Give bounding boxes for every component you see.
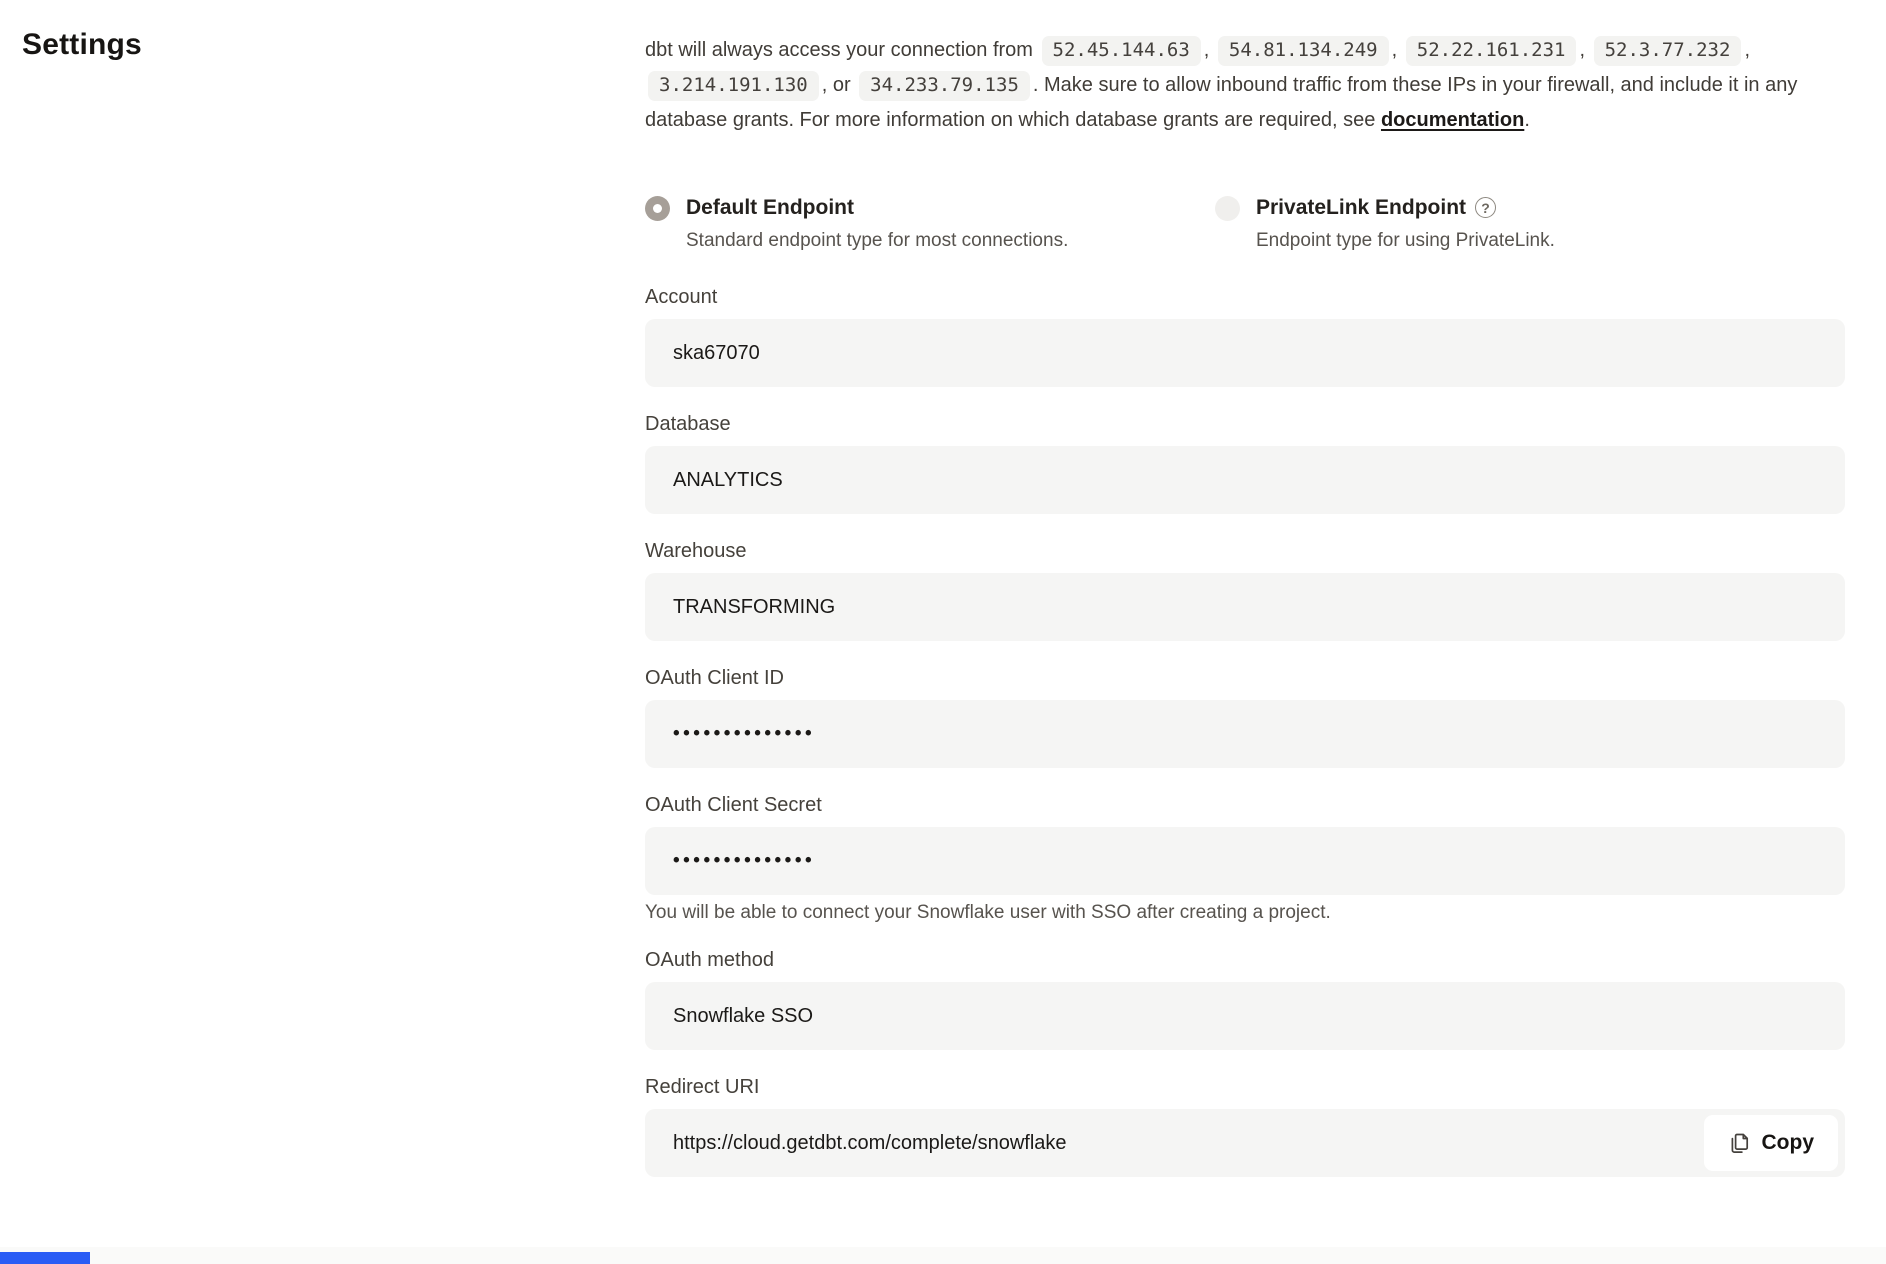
ip-chip: 52.22.161.231	[1406, 36, 1577, 66]
radio-default-endpoint[interactable]	[645, 194, 1215, 254]
intro-closing: .	[1524, 109, 1530, 131]
ip-chip: 52.45.144.63	[1042, 36, 1201, 66]
intro-prefix: dbt will always access your connection from	[645, 39, 1039, 61]
copy-icon	[1728, 1131, 1751, 1155]
warehouse-field-group	[645, 538, 1845, 641]
oauth-client-id-field-group	[645, 665, 1845, 768]
database-label: Database	[645, 413, 731, 435]
oauth-client-secret-input[interactable]: ••••••••••••••	[645, 827, 1845, 895]
oauth-method-field-group	[645, 947, 1845, 1050]
database-input[interactable]: ANALYTICS	[645, 446, 1845, 514]
radio-privatelink-endpoint[interactable]	[1215, 194, 1555, 254]
bottom-left-accent	[0, 1252, 90, 1264]
intro-sep: ,	[1391, 39, 1403, 61]
radio-privatelink-endpoint-desc: Endpoint type for using PrivateLink.	[1256, 230, 1555, 251]
account-label: Account	[645, 286, 718, 308]
radio-default-endpoint-desc: Standard endpoint type for most connections.	[686, 230, 1069, 251]
oauth-method-label: OAuth method	[645, 949, 774, 971]
bottom-band	[0, 1247, 1886, 1264]
help-icon[interactable]: ?	[1475, 197, 1496, 218]
intro-sep: ,	[1744, 39, 1750, 61]
endpoint-type-group	[645, 194, 1845, 254]
intro-sep: ,	[1579, 39, 1591, 61]
oauth-method-input[interactable]: Snowflake SSO	[645, 982, 1845, 1050]
oauth-client-secret-label: OAuth Client Secret	[645, 794, 822, 816]
connection-settings-panel	[645, 33, 1845, 1201]
account-input[interactable]: ska67070	[645, 319, 1845, 387]
redirect-uri-value: https://cloud.getdbt.com/complete/snowflake	[673, 1131, 1067, 1154]
sso-helper-text: You will be able to connect your Snowflake user with SSO after creating a project.	[645, 902, 1331, 923]
warehouse-input[interactable]: TRANSFORMING	[645, 573, 1845, 641]
copy-button-label: Copy	[1761, 1131, 1814, 1154]
radio-default-endpoint-title: Default Endpoint	[686, 196, 854, 219]
intro-or: , or	[821, 74, 857, 96]
ip-chip: 54.81.134.249	[1218, 36, 1389, 66]
page-title: Settings	[22, 28, 142, 61]
redirect-uri-input[interactable]	[645, 1109, 1845, 1177]
intro-after: . Make sure to allow inbound traffic from these IPs in your firewall, and include it in any database grants. For more information on which database grants are required, see	[645, 74, 1798, 131]
oauth-client-id-input[interactable]: ••••••••••••••	[645, 700, 1845, 768]
database-field-group	[645, 411, 1845, 514]
documentation-link[interactable]: documentation	[1380, 109, 1525, 131]
ip-chip: 3.214.191.130	[648, 71, 819, 101]
oauth-client-id-label: OAuth Client ID	[645, 667, 784, 689]
ip-chip: 52.3.77.232	[1594, 36, 1742, 66]
ip-chip: 34.233.79.135	[859, 71, 1030, 101]
radio-selected-icon[interactable]	[645, 196, 670, 221]
radio-privatelink-endpoint-title: PrivateLink Endpoint	[1256, 196, 1467, 219]
account-field-group	[645, 284, 1845, 387]
radio-unselected-icon[interactable]	[1215, 196, 1240, 221]
oauth-client-secret-field-group	[645, 792, 1845, 895]
warehouse-label: Warehouse	[645, 540, 747, 562]
redirect-uri-label: Redirect URI	[645, 1076, 760, 1098]
copy-button[interactable]	[1704, 1115, 1839, 1171]
ip-allowlist-note	[645, 33, 1825, 138]
intro-sep: ,	[1203, 39, 1215, 61]
redirect-uri-field-group	[645, 1074, 1845, 1177]
